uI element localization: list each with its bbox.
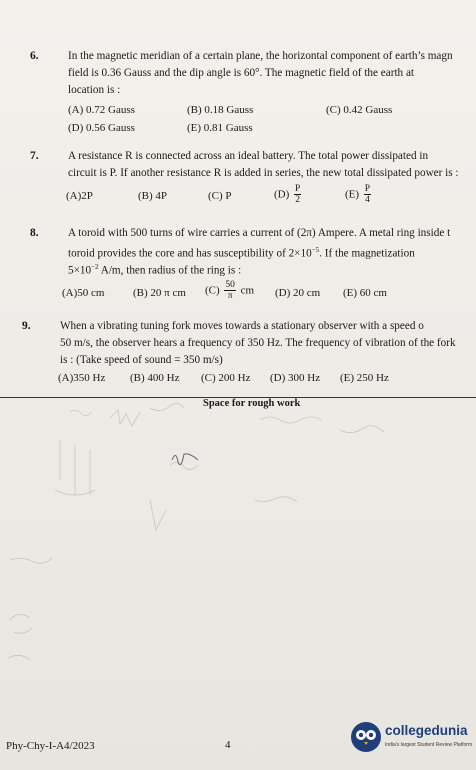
option-b: (B) 400 Hz (130, 372, 180, 384)
question-line: A toroid with 500 turns of wire carries a current of (2π) Ampere. A metal ring inside t (68, 227, 451, 239)
option-c: (C) 0.42 Gauss (326, 104, 393, 116)
question-line: $5\times 10^{-2}$ A/m, then radius of the ring is : (68, 263, 242, 277)
paper-code: Phy-Chy-I-A4/2023 (6, 740, 95, 752)
page-number: 4 (225, 739, 231, 751)
option-a: (A) 0.72 Gauss (68, 104, 135, 116)
option-b: (B) 20 π cm (133, 287, 186, 299)
rough-work-scribbles (0, 400, 476, 720)
question-line: 50 m/s, the observer hears a frequency of 350 Hz. The frequency of vibration of the fork (60, 337, 456, 349)
logo-name: collegedunia (385, 723, 468, 738)
option-c: (C) 200 Hz (201, 372, 251, 384)
option-e: (E) 250 Hz (340, 372, 389, 384)
question-line: field is 0.36 Gauss and the dip angle is 60°. The magnetic field of the earth at (68, 67, 415, 79)
question-line: A resistance R is connected across an ideal battery. The total power dissipated in (68, 150, 429, 162)
option-a: (A)350 Hz (58, 372, 106, 384)
question-number: 7. (30, 150, 39, 162)
fraction: $\frac{P}{4}$ (364, 184, 371, 205)
collegedunia-logo (351, 720, 471, 756)
option-e: (E) $\frac{P}{4}$ (345, 184, 371, 205)
option-d: (D) 300 Hz (270, 372, 321, 384)
question-number: 8. (30, 227, 39, 239)
fraction: $\frac{50}{\pi}$ (225, 280, 235, 301)
option-a: (A)50 cm (62, 287, 105, 299)
option-b: (B) 0.18 Gauss (187, 104, 254, 116)
option-a: (A)2P (66, 190, 93, 202)
fraction: $\frac{P}{2}$ (295, 184, 301, 205)
rough-work-title: Space for rough work (203, 398, 301, 409)
option-c: (C) $\frac{50}{\pi}$ cm (205, 280, 255, 301)
question-line: toroid provides the core and has susceptibility of $2\times 10^{-5}$. If the magnetization (68, 246, 415, 260)
option-d: (D) 0.56 Gauss (68, 122, 135, 134)
question-line: When a vibrating tuning fork moves towards a stationary observer with a speed o (60, 320, 424, 332)
question-number: 6. (30, 50, 39, 62)
logo-tagline: India's largest Student Review Platform (385, 742, 473, 748)
question-line: In the magnetic meridian of a certain plane, the horizontal component of earth’s magn (68, 50, 453, 62)
question-line: is : (Take speed of sound = 350 m/s) (60, 354, 223, 366)
owl-icon (351, 722, 381, 752)
option-d: (D) 20 cm (275, 287, 321, 299)
option-d: (D) $\frac{P}{2}$ (274, 184, 301, 205)
question-number: 9. (22, 320, 31, 332)
option-e: (E) 60 cm (343, 287, 387, 299)
question-line: location is : (68, 84, 121, 96)
question-line: circuit is P. If another resistance R is added in series, the new total dissipated power is : (68, 167, 459, 179)
option-b: (B) 4P (138, 190, 168, 202)
option-e: (E) 0.81 Gauss (187, 122, 253, 134)
option-c: (C) P (208, 190, 232, 202)
